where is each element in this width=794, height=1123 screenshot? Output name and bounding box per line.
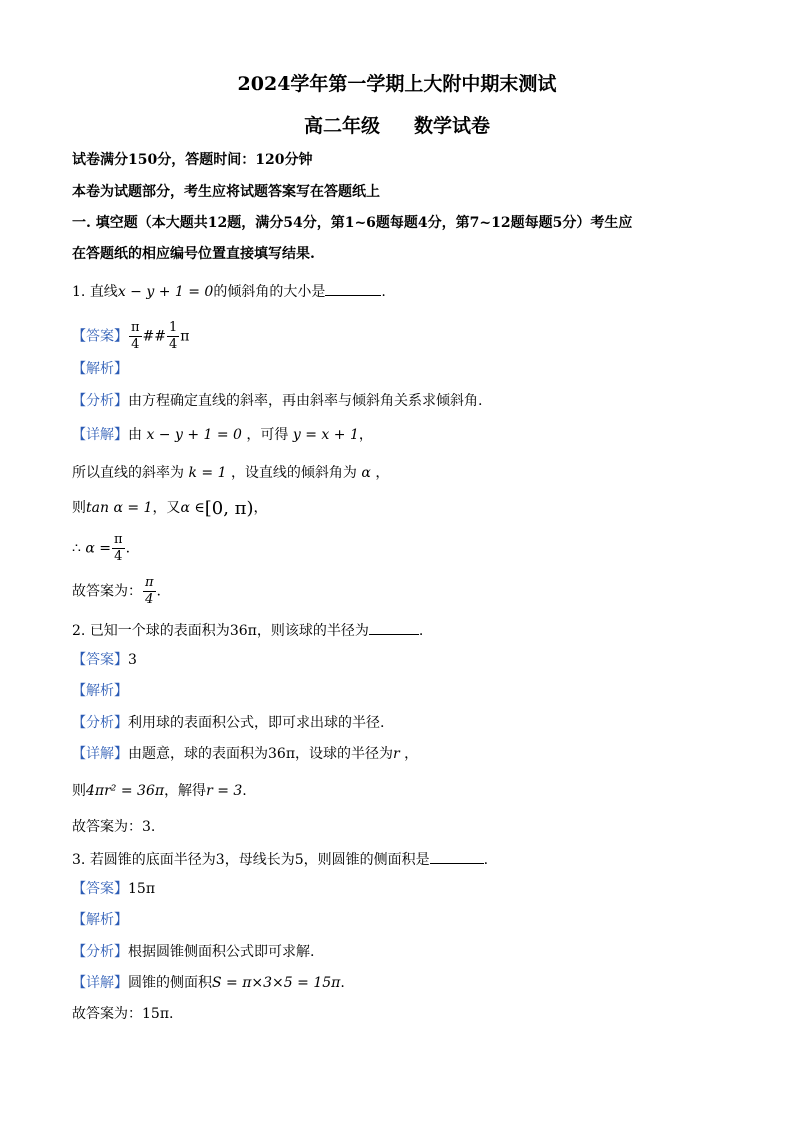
- q2-text-post: ，则该球的半径为: [256, 623, 369, 639]
- q1-detail-4: [72, 532, 130, 565]
- q1-analysis-title: [72, 360, 128, 378]
- q2-detail-tag: 【详解】: [72, 746, 128, 762]
- q1-d3-pre: 则: [72, 500, 86, 516]
- q2-final-text: 故答案为：3.: [72, 819, 156, 835]
- q1-text-post: 的倾斜角的大小是: [213, 284, 326, 300]
- q1-answer-blank: [325, 281, 381, 296]
- q2-analysis-title: [72, 682, 128, 700]
- q2-analysis-tag: 【分析】: [72, 715, 128, 731]
- q2-detail-2: [72, 782, 247, 800]
- q2-analysis: [72, 714, 384, 732]
- q3-d1-pre: 圆锥的侧面积: [128, 975, 212, 991]
- q1-analysis: [72, 392, 482, 410]
- q2-value: 36π: [229, 623, 257, 639]
- q1-final-frac: [143, 575, 156, 608]
- q2-answer: [72, 651, 137, 669]
- q3-answer: [72, 880, 155, 898]
- q3-final-text: 故答案为：15π.: [72, 1006, 174, 1022]
- q2-d2-pre: 则: [72, 783, 86, 799]
- q3-analysis-text: 根据圆锥侧面积公式即可求解.: [128, 944, 315, 960]
- q2-question: [72, 620, 423, 640]
- q1-final-post: .: [156, 583, 161, 600]
- q2-answer-blank: [369, 620, 419, 635]
- q1-d4-den: 4: [114, 549, 123, 564]
- q1-d1-post: ，: [358, 427, 373, 443]
- q2-answer-value: 3: [128, 652, 137, 668]
- q1-d4-post: .: [125, 540, 131, 557]
- q3-analysis: [72, 943, 314, 961]
- q3-number: 3.: [72, 852, 86, 868]
- q3-d1-eq: S = π×3×5 = 15π: [212, 975, 341, 991]
- q1-end: .: [381, 284, 386, 300]
- q3-analysis-tag: 【分析】: [72, 944, 128, 960]
- q3-detail-tag: 【详解】: [72, 975, 128, 991]
- q2-d1-mid: ，设球的半径为: [295, 746, 394, 762]
- q3-analysis-title-tag: 【解析】: [72, 912, 128, 928]
- q2-d1-post: ，: [404, 746, 419, 762]
- q2-text-pre: 已知一个球的表面积为: [89, 623, 230, 639]
- q3-answer-value: 15π: [128, 881, 156, 897]
- q1-detail-1: [72, 426, 373, 444]
- q1-ans-den1: 4: [131, 337, 140, 352]
- q2-d2-eq2: r = 3: [206, 783, 243, 799]
- q2-d2-eq: 4πr² = 36π: [86, 783, 165, 799]
- exam-info-score-time: 试卷满分150分，答题时间：120分钟: [72, 152, 313, 168]
- q1-d2-pre: 所以直线的斜率为: [72, 465, 184, 481]
- q1-final: [72, 575, 161, 608]
- section1-heading: 一. 填空题（本大题共12题，满分54分，第1~6题每题4分，第7~12题每题5分）考生应: [72, 215, 633, 231]
- q3-analysis-title: [72, 911, 128, 929]
- q1-detail-3: [72, 499, 268, 518]
- q1-ans-num1: π: [131, 320, 140, 335]
- q1-analysis-tag: 【分析】: [72, 393, 128, 409]
- q1-d4-alpha: α =: [85, 540, 112, 557]
- q1-d2-mid: ，设直线的倾斜角为: [230, 465, 357, 481]
- q1-answer-frac2: [167, 320, 179, 353]
- q2-number: 2.: [72, 623, 86, 639]
- q1-d3-eq: tan α = 1: [86, 500, 153, 516]
- q1-final-den: 4: [145, 592, 154, 607]
- q1-d1-mid: ，可得: [246, 427, 289, 443]
- q1-text-pre: 直线: [89, 284, 118, 300]
- q1-d2-alpha: α: [361, 465, 371, 481]
- q2-d1-pre: 由题意，球的表面积为: [128, 746, 268, 762]
- q1-answer-tag: 【答案】: [72, 328, 128, 345]
- q3-detail-1: [72, 974, 345, 992]
- q1-d1-pre: 由: [128, 427, 142, 443]
- q1-question: [72, 281, 386, 301]
- q1-equation: x − y + 1 = 0: [117, 284, 214, 300]
- q1-answer-sep: ##: [142, 328, 167, 345]
- q1-detail-2: [72, 464, 389, 482]
- section1-heading-cont: 在答题纸的相应编号位置直接填写结果.: [72, 246, 315, 262]
- q1-detail-tag: 【详解】: [72, 427, 128, 443]
- grade-label: 高二年级: [303, 115, 380, 137]
- q1-d3-mid: ，又: [152, 500, 181, 516]
- q1-answer-pi: π: [180, 328, 190, 345]
- q1-final-num: π: [145, 575, 154, 590]
- q1-d4-num: π: [114, 532, 123, 547]
- q2-d1-val: 36π: [268, 746, 296, 762]
- q1-final-text: 故答案为：: [72, 583, 142, 600]
- q3-question: [72, 849, 488, 869]
- q3-answer-tag: 【答案】: [72, 881, 128, 897]
- q2-d1-r: r: [393, 746, 400, 762]
- q3-final: [72, 1005, 173, 1023]
- q2-end: .: [418, 623, 424, 639]
- q1-answer: [72, 320, 190, 353]
- q1-analysis-title-tag: 【解析】: [72, 361, 128, 377]
- subject-label: 数学试卷: [414, 115, 491, 137]
- q3-end: .: [483, 852, 489, 868]
- exam-info-instruction: 本卷为试题部分，考生应将试题答案写在答题纸上: [72, 184, 380, 200]
- q1-d2-post: ，: [375, 465, 390, 481]
- q2-d2-mid: ，解得: [164, 783, 207, 799]
- q2-d2-post: .: [242, 783, 247, 799]
- q1-answer-frac1: [129, 320, 142, 353]
- q2-analysis-title-tag: 【解析】: [72, 683, 128, 699]
- q3-answer-blank: [430, 849, 484, 864]
- q1-analysis-text: 由方程确定直线的斜率，再由斜率与倾斜角关系求倾斜角.: [128, 393, 483, 409]
- q3-text: 若圆锥的底面半径为3，母线长为5，则圆锥的侧面积是: [89, 852, 430, 868]
- q1-d3-interval: [0, π): [204, 498, 254, 519]
- q1-ans-den2: 4: [169, 337, 178, 352]
- q1-d3-alpha: α ∈: [180, 500, 205, 516]
- q1-d1-eq: x − y + 1 = 0: [146, 427, 242, 443]
- q1-ans-num2: 1: [169, 320, 178, 335]
- q1-number: 1.: [72, 284, 86, 300]
- document-title: 2024学年第一学期上大附中期末测试: [237, 73, 557, 95]
- q2-answer-tag: 【答案】: [72, 652, 128, 668]
- q1-d2-eq: k = 1: [188, 465, 227, 481]
- q1-d4-pre: ∴: [72, 540, 81, 557]
- q2-analysis-text: 利用球的表面积公式，即可求出球的半径.: [128, 715, 385, 731]
- q1-d1-eq2: y = x + 1: [292, 427, 359, 443]
- q3-d1-post: .: [340, 975, 345, 991]
- q1-d4-frac: [112, 532, 125, 565]
- document-subtitle: [0, 114, 794, 138]
- q2-detail-1: [72, 745, 418, 763]
- q2-final: [72, 818, 155, 836]
- q1-d3-post: ，: [253, 500, 268, 516]
